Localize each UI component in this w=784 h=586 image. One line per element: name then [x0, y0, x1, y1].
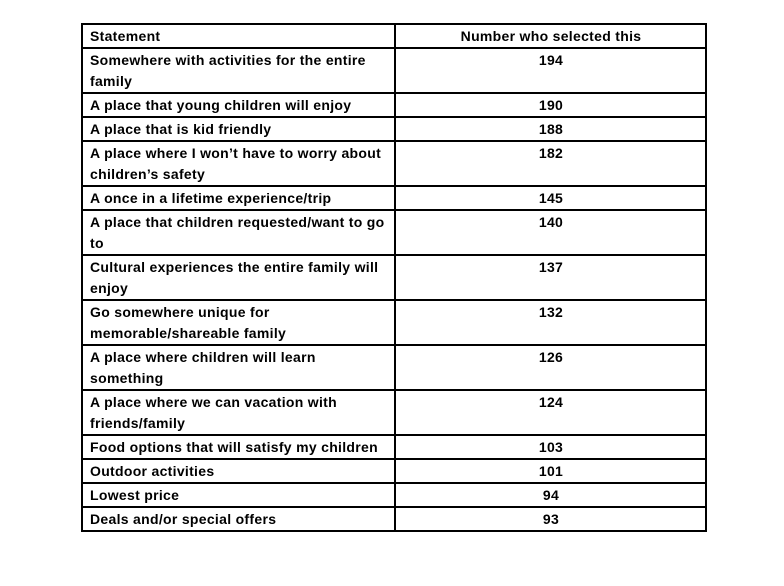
header-row — [82, 24, 706, 48]
survey-results-table — [81, 23, 707, 532]
table-row — [82, 507, 706, 531]
table-header — [82, 24, 706, 48]
table-row — [82, 117, 706, 141]
table-row — [82, 141, 706, 186]
table-row — [82, 93, 706, 117]
count-cell: 145 — [395, 186, 706, 210]
count-cell: 124 — [395, 390, 706, 435]
statement-cell: Outdoor activities — [82, 459, 395, 483]
count-cell: 93 — [395, 507, 706, 531]
table-row — [82, 300, 706, 345]
statement-cell: Cultural experiences the entire family will enjoy — [82, 255, 395, 300]
count-cell: 188 — [395, 117, 706, 141]
table-row — [82, 390, 706, 435]
table-row — [82, 345, 706, 390]
statement-cell: A place that young children will enjoy — [82, 93, 395, 117]
count-cell: 140 — [395, 210, 706, 255]
count-cell: 190 — [395, 93, 706, 117]
statement-cell: A place that children requested/want to go to — [82, 210, 395, 255]
count-cell: 132 — [395, 300, 706, 345]
statement-cell: Go somewhere unique for memorable/shareable family — [82, 300, 395, 345]
number-column-header: Number who selected this — [395, 24, 706, 48]
statement-cell: A once in a lifetime experience/trip — [82, 186, 395, 210]
statement-cell: A place where children will learn something — [82, 345, 395, 390]
table-row — [82, 186, 706, 210]
statement-cell: Lowest price — [82, 483, 395, 507]
table-row — [82, 435, 706, 459]
statement-cell: Food options that will satisfy my children — [82, 435, 395, 459]
table-row — [82, 483, 706, 507]
statement-column-header: Statement — [82, 24, 395, 48]
count-cell: 182 — [395, 141, 706, 186]
table-row — [82, 459, 706, 483]
statement-cell: A place where I won’t have to worry about children’s safety — [82, 141, 395, 186]
count-cell: 94 — [395, 483, 706, 507]
table-row — [82, 48, 706, 93]
count-cell: 137 — [395, 255, 706, 300]
statement-cell: A place where we can vacation with friends/family — [82, 390, 395, 435]
count-cell: 103 — [395, 435, 706, 459]
table-body — [82, 48, 706, 531]
table-row — [82, 210, 706, 255]
count-cell: 194 — [395, 48, 706, 93]
statement-cell: Somewhere with activities for the entire family — [82, 48, 395, 93]
count-cell: 101 — [395, 459, 706, 483]
table-row — [82, 255, 706, 300]
statement-cell: Deals and/or special offers — [82, 507, 395, 531]
statement-cell: A place that is kid friendly — [82, 117, 395, 141]
count-cell: 126 — [395, 345, 706, 390]
